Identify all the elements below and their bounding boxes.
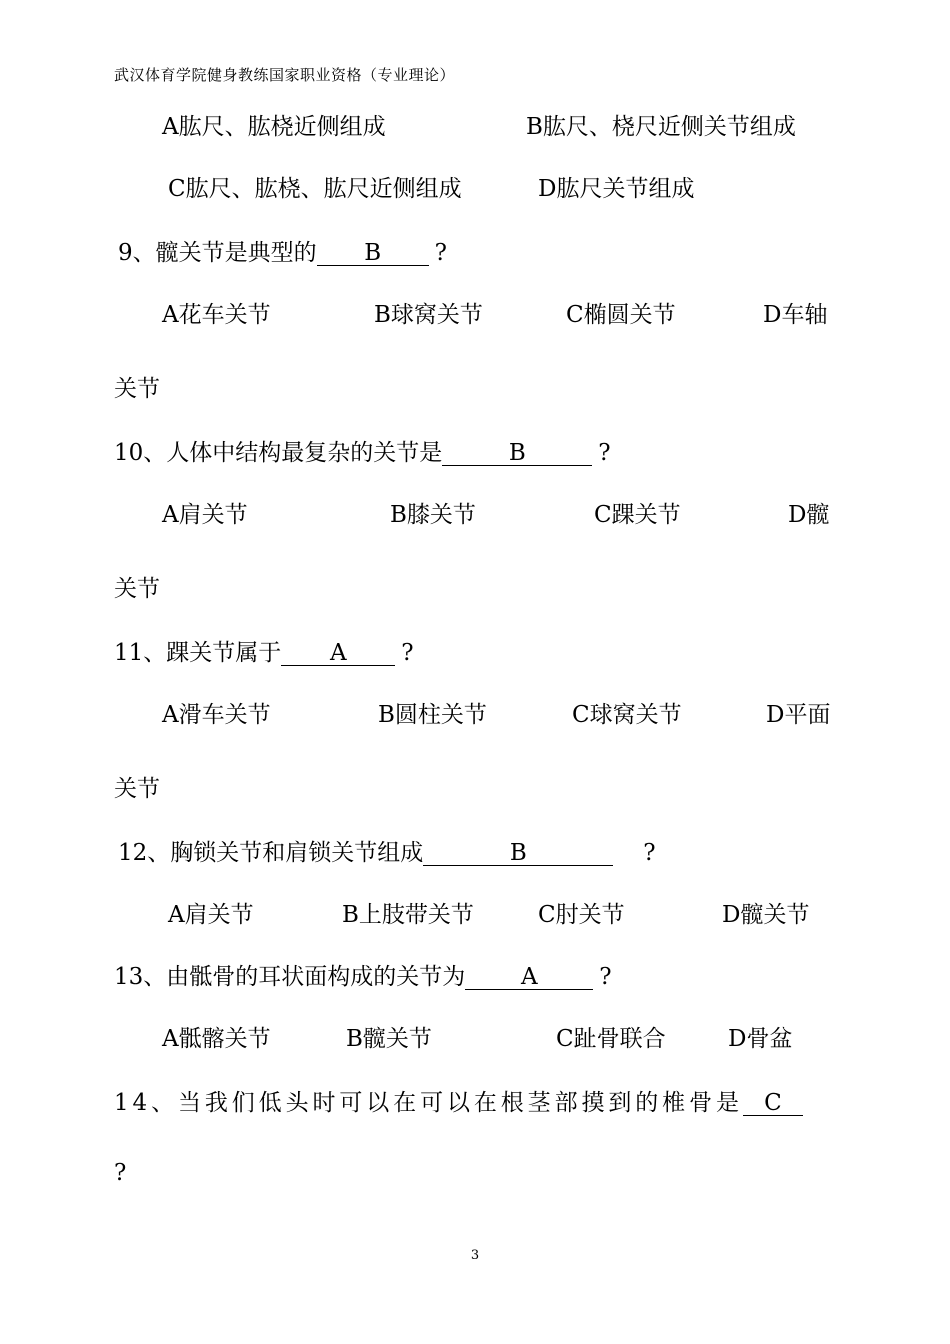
question-14-answer: C <box>743 1091 803 1116</box>
page-number: 3 <box>470 1248 480 1263</box>
question-10-text: 10、人体中结构最复杂的关节是 <box>114 440 443 466</box>
q13-option-a: A骶髂关节 <box>162 1026 271 1052</box>
q9-option-d: D车轴 <box>763 302 828 328</box>
q12-option-c: C肘关节 <box>538 902 625 928</box>
q11-option-d: D平面 <box>766 702 831 728</box>
question-13-answer: A <box>465 965 593 990</box>
q10-option-a: A肩关节 <box>162 502 248 528</box>
question-12-text: 12、胸锁关节和肩锁关节组成 <box>118 840 424 866</box>
q12-option-d: D髋关节 <box>722 902 810 928</box>
question-11 <box>114 634 414 667</box>
q12-option-a: A肩关节 <box>168 902 254 928</box>
q9-option-a: A花车关节 <box>162 302 271 328</box>
q10-option-d: D髋 <box>788 502 830 528</box>
question-13-suffix: ? <box>599 964 612 990</box>
q12-option-b: B上肢带关节 <box>342 902 474 928</box>
q9-option-d-wrap: 关节 <box>114 376 160 402</box>
question-11-suffix: ? <box>401 640 414 666</box>
question-14-text: 14、当我们低头时可以在可以在根茎部摸到的椎骨是 <box>114 1090 743 1116</box>
q9-option-c: C椭圆关节 <box>566 302 676 328</box>
question-13 <box>114 958 612 991</box>
q13-option-b: B髋关节 <box>346 1026 432 1052</box>
question-10-suffix: ? <box>598 440 611 466</box>
question-12 <box>118 834 656 867</box>
question-10 <box>114 434 611 467</box>
q11-option-c: C球窝关节 <box>572 702 682 728</box>
question-12-suffix: ? <box>643 840 656 866</box>
question-12-answer: B <box>423 841 613 866</box>
question-11-text: 11、踝关节属于 <box>114 640 282 666</box>
q11-option-a: A滑车关节 <box>162 702 271 728</box>
question-11-answer: A <box>281 641 395 666</box>
question-14-suffix: ? <box>114 1160 127 1186</box>
q10-option-c: C踝关节 <box>594 502 681 528</box>
question-9-answer: B <box>317 241 429 266</box>
q13-option-d: D骨盆 <box>728 1026 793 1052</box>
question-9-text: 9、髋关节是典型的 <box>118 240 317 266</box>
q13-option-c: C趾骨联合 <box>556 1026 666 1052</box>
q11-option-b: B圆柱关节 <box>378 702 487 728</box>
question-9-suffix: ? <box>434 240 447 266</box>
question-9 <box>118 234 447 267</box>
q8-option-a: A肱尺、肱桡近侧组成 <box>162 114 386 140</box>
question-14 <box>114 1084 803 1117</box>
q8-option-b: B肱尺、桡尺近侧关节组成 <box>526 114 796 140</box>
q11-option-d-wrap: 关节 <box>114 776 160 802</box>
q10-option-b: B膝关节 <box>390 502 476 528</box>
question-10-answer: B <box>442 441 592 466</box>
q9-option-b: B球窝关节 <box>374 302 483 328</box>
page-header: 武汉体育学院健身教练国家职业资格（专业理论） <box>114 66 456 84</box>
question-13-text: 13、由骶骨的耳状面构成的关节为 <box>114 964 466 990</box>
q8-option-c: C肱尺、肱桡、肱尺近侧组成 <box>168 176 462 202</box>
q8-option-d: D肱尺关节组成 <box>538 176 695 202</box>
q10-option-d-wrap: 关节 <box>114 576 160 602</box>
